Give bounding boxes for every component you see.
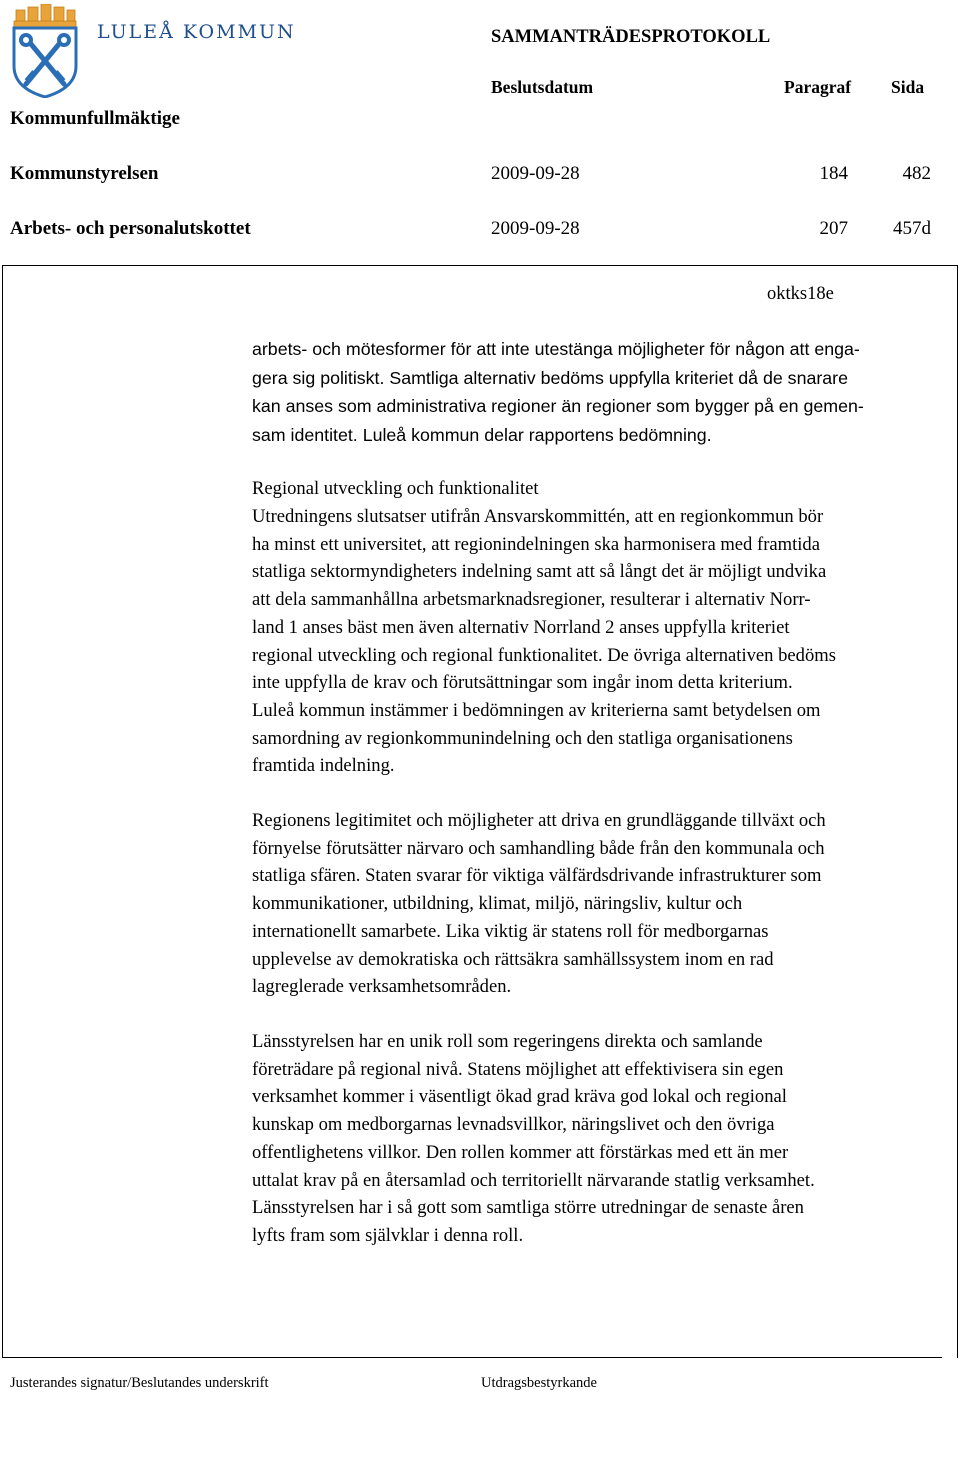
paragraph-region-legitimacy — [252, 807, 956, 1001]
paragraph-county-board — [252, 1028, 956, 1250]
text-line: kunskap om medborgarnas levnadsvillkor, näringslivet och den övriga — [252, 1114, 775, 1136]
text-line: sam identitet. Luleå kommun delar rapportens bedömning. — [252, 424, 712, 445]
section-heading: Regional utveckling och funktionalitet — [252, 478, 539, 499]
text-line: framtida indelning. — [252, 755, 395, 777]
text-line: uttalat krav på en återsamlad och territoriellt närvarande statlig verksamhet. — [252, 1169, 815, 1191]
text-line: land 1 anses bäst men även alternativ Norrland 2 anses uppfylla kriteriet — [252, 616, 790, 638]
text-line: statliga sektormyndigheters indelning samt att så långt det är möjligt undvika — [252, 561, 827, 583]
text-line: lyfts fram som självklar i denna roll. — [252, 1224, 524, 1246]
text-line: kommunikationer, utbildning, klimat, miljö, näringsliv, kultur och — [252, 893, 743, 915]
column-header-date: Beslutsdatum — [491, 77, 594, 97]
meeting-body: Kommunstyrelsen — [10, 163, 159, 184]
text-line: Regionens legitimitet och möjligheter att driva en grundläggande tillväxt och — [252, 810, 826, 831]
meeting-body: Arbets- och personalutskottet — [10, 218, 251, 239]
text-line: regional utveckling och regional funktionalitet. De övriga alternativen bedöms — [252, 644, 836, 666]
meeting-date: 2009-09-28 — [491, 163, 580, 184]
text-line: inte uppfylla de krav och förutsättningar som ingår inom detta kriterium. — [252, 672, 793, 694]
extract-divider — [474, 1357, 942, 1358]
document-type: SAMMANTRÄDESPROTOKOLL — [491, 27, 771, 47]
reference-code: oktks18e — [767, 284, 834, 304]
intro-paragraph — [252, 335, 956, 449]
meeting-date: 2009-09-28 — [491, 218, 580, 239]
text-line: upplevelse av demokratiska och rättsäkra samhällssystem inom en rad — [252, 948, 774, 970]
text-line: Länsstyrelsen har i så gott som samtliga större utredningar de senaste åren — [252, 1197, 804, 1219]
text-line: samordning av regionkommunindelning och den statliga organisationens — [252, 727, 793, 749]
meeting-page: 482 — [902, 163, 931, 184]
column-header-page: Sida — [891, 77, 925, 97]
text-line: företrädare på regional nivå. Statens möjlighet att effektivisera sin egen — [252, 1058, 784, 1080]
organization-name: LULEÅ KOMMUN — [97, 21, 296, 43]
signature-divider — [2, 1357, 474, 1358]
column-header-paragraph: Paragraf — [784, 77, 852, 97]
luleå-crest-logo — [10, 4, 80, 98]
meeting-page: 457d — [893, 218, 931, 239]
text-line: offentlighetens villkor. Den rollen kommer att förstärkas med ett än mer — [252, 1141, 789, 1163]
text-line: kan anses som administrativa regioner än regioner som bygger på en gemen- — [252, 396, 864, 416]
text-line: ha minst ett universitet, att regionindelningen ska harmonisera med framtida — [252, 533, 820, 555]
text-line: Länsstyrelsen har en unik roll som regeringens direkta och samlande — [252, 1031, 763, 1052]
text-line: Utredningens slutsatser utifrån Ansvarskommittén, att en regionkommun bör — [252, 506, 824, 527]
council-name: Kommunfullmäktige — [10, 108, 180, 129]
crossed-keys-crest-icon — [10, 4, 80, 98]
signature-label: Justerandes signatur/Beslutandes underskrift — [10, 1375, 269, 1391]
text-line: lagreglerade verksamhetsområden. — [252, 976, 512, 998]
text-line: Luleå kommun instämmer i bedömningen av kriterierna samt betydelsen om — [252, 699, 821, 721]
text-line: statliga sfären. Staten svarar för viktiga välfärdsdrivande infrastrukturer som — [252, 865, 822, 887]
extract-label: Utdragsbestyrkande — [481, 1375, 597, 1391]
text-line: internationellt samarbete. Lika viktig är statens roll för medborgarnas — [252, 920, 769, 942]
text-line: verksamhet kommer i väsentligt ökad grad kräva god lokal och regional — [252, 1086, 787, 1108]
text-line: gera sig politiskt. Samtliga alternativ bedöms uppfylla kriteriet då de snarare — [252, 367, 848, 388]
text-line: arbets- och mötesformer för att inte utestänga möjligheter för någon att enga- — [252, 339, 860, 359]
meeting-paragraph: 207 — [819, 218, 848, 239]
paragraph-regional-development — [252, 503, 956, 780]
text-line: förnyelse förutsätter närvaro och samhandling både från den kommunala och — [252, 837, 825, 859]
meeting-paragraph: 184 — [819, 163, 848, 184]
text-line: att dela sammanhållna arbetsmarknadsregioner, resulterar i alternativ Norr- — [252, 589, 811, 611]
